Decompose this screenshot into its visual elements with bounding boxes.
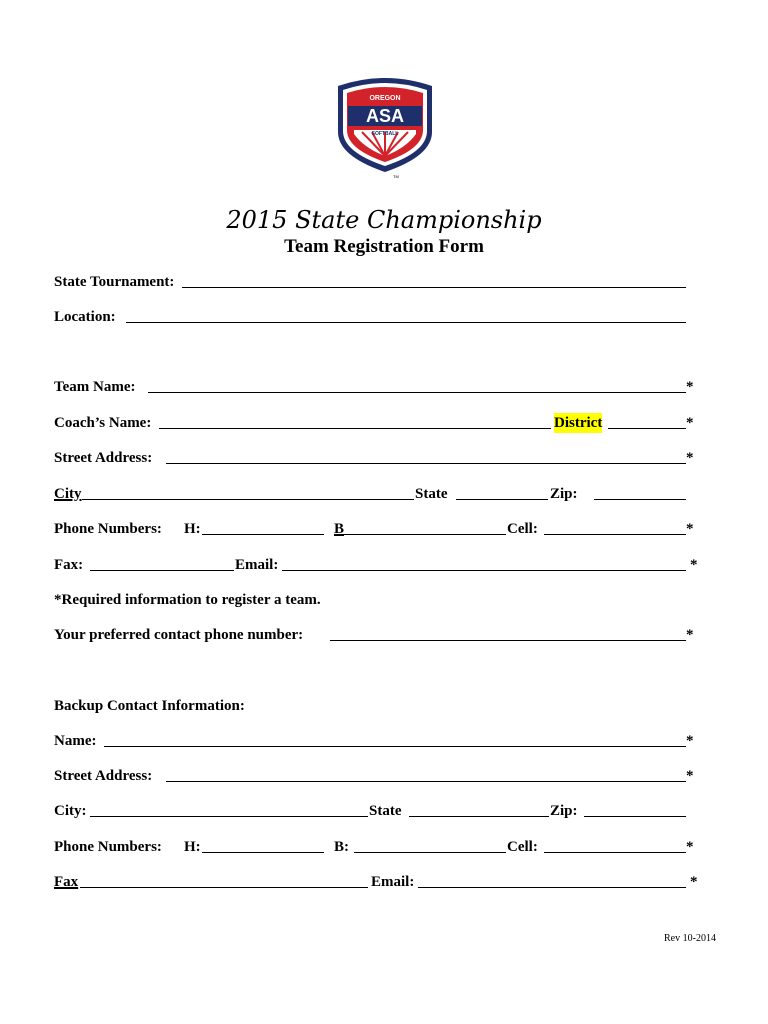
backup-phone-numbers-label: Phone Numbers: (54, 839, 162, 855)
required-asterisk: * (690, 874, 698, 890)
revision-label: Rev 10-2014 (664, 933, 716, 944)
preferred-phone-label: Your preferred contact phone number: (54, 627, 304, 643)
email-label: Email: (235, 557, 279, 573)
required-asterisk: * (686, 839, 694, 855)
district-label: District (554, 415, 603, 431)
phone-business-label: B (334, 521, 345, 537)
state-field[interactable] (456, 499, 548, 500)
street-address-label: Street Address: (54, 450, 153, 466)
zip-field[interactable] (594, 499, 686, 500)
cell-field[interactable] (544, 534, 686, 535)
backup-zip-field[interactable] (584, 816, 686, 817)
zip-label: Zip: (550, 486, 578, 502)
required-asterisk: * (686, 768, 694, 784)
location-label: Location: (54, 309, 116, 325)
team-name-field[interactable] (148, 392, 686, 393)
fax-field[interactable] (90, 570, 234, 571)
form-subtitle: Team Registration Form (284, 236, 484, 257)
required-asterisk: * (690, 557, 698, 573)
location-field[interactable] (126, 322, 686, 323)
backup-phone-business-label: B: (334, 839, 349, 855)
street-address-field[interactable] (166, 463, 686, 464)
backup-street-address-label: Street Address: (54, 768, 153, 784)
backup-fax-field[interactable] (80, 887, 368, 888)
required-asterisk: * (686, 733, 694, 749)
backup-phone-business-field[interactable] (354, 852, 506, 853)
backup-email-field[interactable] (418, 887, 686, 888)
city-label: City (54, 486, 82, 502)
state-label: State (415, 486, 448, 502)
backup-street-address-field[interactable] (166, 781, 686, 782)
required-note: *Required information to register a team. (54, 592, 321, 608)
backup-state-label: State (369, 803, 402, 819)
page-title: 2015 State Championship (226, 206, 542, 234)
team-name-label: Team Name: (54, 379, 136, 395)
district-field[interactable] (608, 428, 686, 429)
phone-home-label: H: (184, 521, 201, 537)
backup-city-label: City: (54, 803, 87, 819)
state-tournament-field[interactable] (182, 287, 686, 288)
backup-phone-home-label: H: (184, 839, 201, 855)
phone-home-field[interactable] (202, 534, 324, 535)
phone-numbers-label: Phone Numbers: (54, 521, 162, 537)
required-asterisk: * (686, 415, 694, 431)
backup-name-label: Name: (54, 733, 97, 749)
backup-phone-home-field[interactable] (202, 852, 324, 853)
backup-cell-label: Cell: (507, 839, 538, 855)
logo-main-text: ASA (365, 106, 405, 126)
backup-zip-label: Zip: (550, 803, 578, 819)
city-field[interactable] (82, 499, 414, 500)
backup-cell-field[interactable] (544, 852, 686, 853)
logo-bottom-text: SOFTBALL (371, 131, 399, 137)
oregon-asa-softball-logo (332, 72, 438, 180)
backup-name-field[interactable] (104, 746, 686, 747)
required-asterisk: * (686, 521, 694, 537)
backup-city-field[interactable] (90, 816, 368, 817)
email-field[interactable] (282, 570, 686, 571)
fax-label: Fax: (54, 557, 84, 573)
state-tournament-label: State Tournament: (54, 274, 175, 290)
cell-label: Cell: (507, 521, 538, 537)
phone-business-field[interactable] (344, 534, 506, 535)
coach-name-field[interactable] (159, 428, 551, 429)
required-asterisk: * (686, 379, 694, 395)
backup-heading: Backup Contact Information: (54, 698, 245, 714)
backup-email-label: Email: (371, 874, 415, 890)
required-asterisk: * (686, 450, 694, 466)
coach-name-label: Coach’s Name: (54, 415, 152, 431)
required-asterisk: * (686, 627, 694, 643)
logo-top-text: OREGON (369, 95, 401, 102)
backup-fax-label: Fax (54, 874, 79, 890)
logo-trademark: TM (393, 174, 399, 179)
backup-state-field[interactable] (409, 816, 549, 817)
preferred-phone-field[interactable] (330, 640, 686, 641)
